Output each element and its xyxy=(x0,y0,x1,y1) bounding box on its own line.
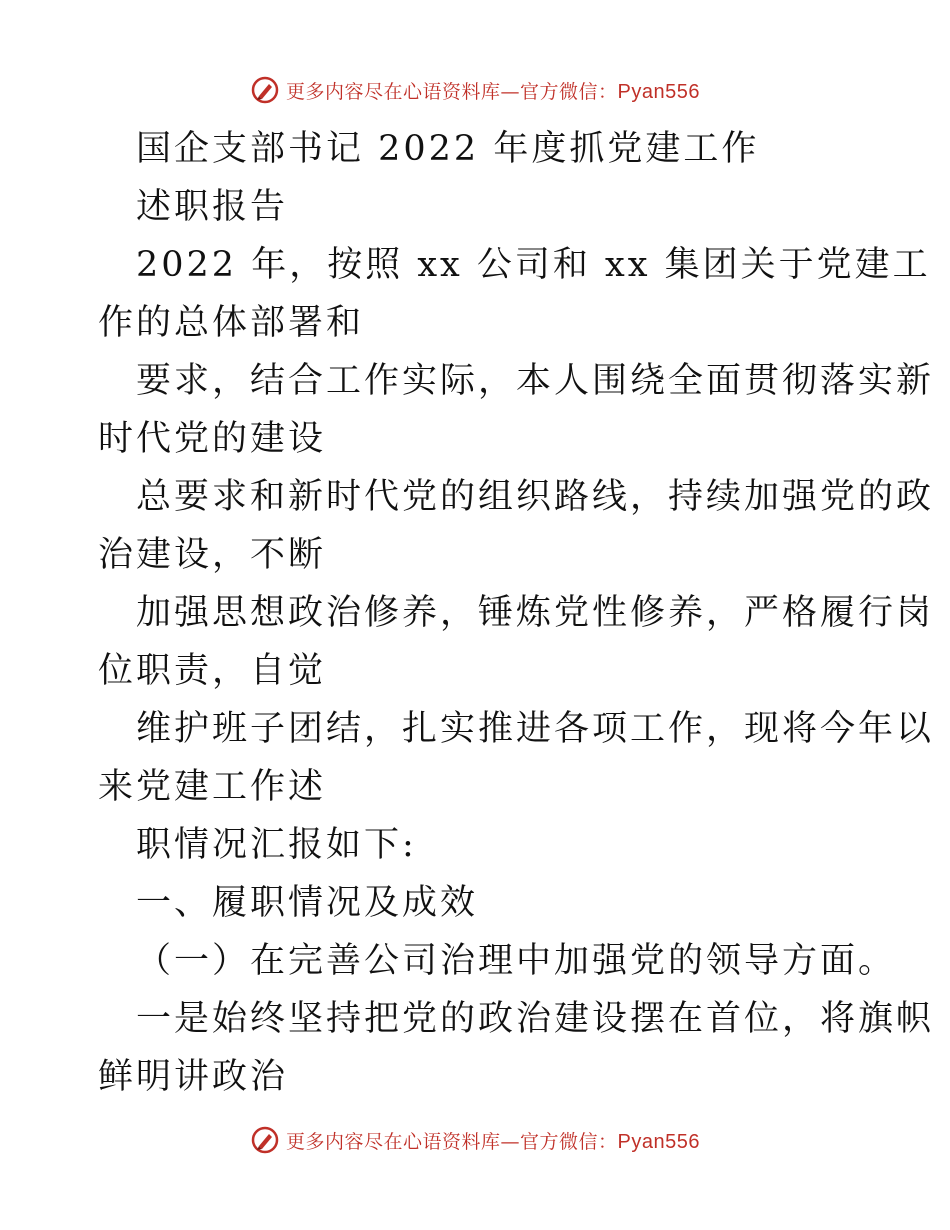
paragraph-line: 维护班子团结，扎实推进各项工作，现将今年以 xyxy=(136,709,935,749)
section-heading: 一、履职情况及成效 xyxy=(136,883,479,923)
doc-title-line-1: 国企支部书记 2022 年度抓党建工作 xyxy=(136,129,760,169)
pen-logo-icon xyxy=(250,75,280,105)
watermark-text: 更多内容尽在心语资料库—官方微信：Pyan556 xyxy=(286,1130,700,1153)
paragraph-line: 总要求和新时代党的组织路线，持续加强党的政 xyxy=(136,477,935,517)
header-watermark xyxy=(0,72,950,108)
paragraph-line: 治建设，不断 xyxy=(98,535,327,575)
subsection-heading: （一）在完善公司治理中加强党的领导方面。 xyxy=(136,941,897,981)
doc-title-line-2: 述职报告 xyxy=(136,187,289,227)
paragraph-line: 鲜明讲政治 xyxy=(98,1057,289,1097)
paragraph-line: 作的总体部署和 xyxy=(98,303,365,343)
paragraph-line: 2022 年，按照 xx 公司和 xx 集团关于党建工 xyxy=(136,245,931,285)
paragraph-line: 时代党的建设 xyxy=(98,419,327,459)
footer-watermark xyxy=(0,1122,950,1158)
watermark-text: 更多内容尽在心语资料库—官方微信：Pyan556 xyxy=(286,80,700,103)
paragraph-line: 职情况汇报如下: xyxy=(136,825,417,865)
pen-logo-icon xyxy=(250,1125,280,1155)
paragraph-line: 来党建工作述 xyxy=(98,767,327,807)
paragraph-line: 加强思想政治修养，锤炼党性修养，严格履行岗 xyxy=(136,593,935,633)
document-body xyxy=(98,120,935,1106)
paragraph-line: 要求，结合工作实际，本人围绕全面贯彻落实新 xyxy=(136,361,935,401)
paragraph-line: 位职责，自觉 xyxy=(98,651,327,691)
paragraph-line: 一是始终坚持把党的政治建设摆在首位，将旗帜 xyxy=(136,999,935,1039)
